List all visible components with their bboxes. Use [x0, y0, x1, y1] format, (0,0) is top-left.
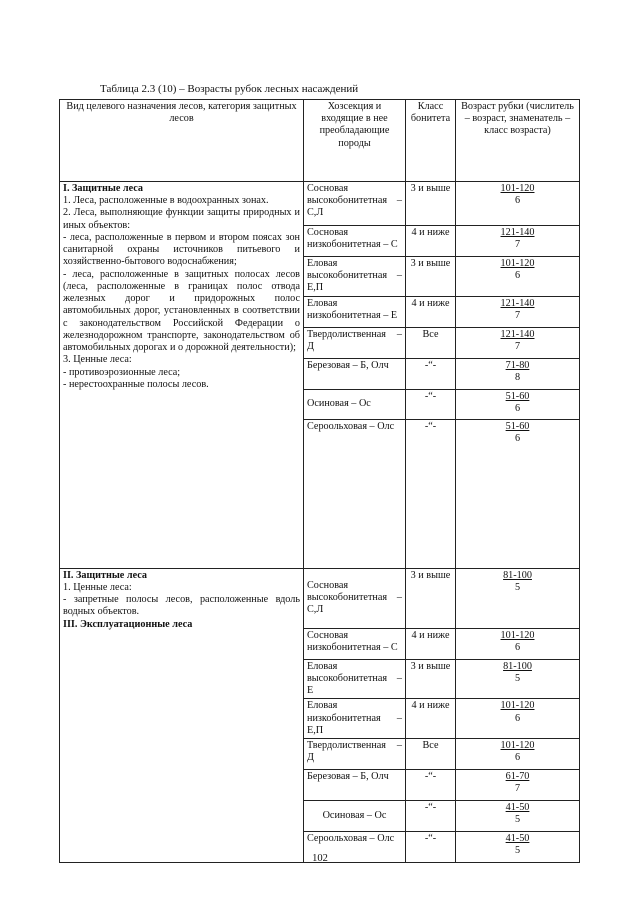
table-caption: Таблица 2.3 (10) – Возрасты рубок лесных насаждений [100, 83, 359, 95]
age-class: 6 [514, 641, 521, 653]
section1-line: - нерестоохранные полосы лесов. [63, 378, 209, 390]
bonitet-cell: 3 и выше [406, 659, 456, 699]
age-cell [456, 327, 580, 358]
bonitet-cell: 3 и выше [406, 568, 456, 628]
age-class: 7 [514, 340, 521, 352]
bonitet-cell: 4 и ниже [406, 699, 456, 739]
species-cell: Еловая высокобонитетная – Е [304, 659, 406, 699]
age-class: 6 [514, 712, 521, 724]
age-cell [456, 568, 580, 628]
age-value: 51-60 [505, 390, 530, 402]
section1-line: 2. Леса, выполняющие функции защиты природных и иных объектов: [63, 207, 300, 231]
section3-title: III. Эксплуатационные леса [63, 618, 193, 630]
age-value: 51-60 [505, 420, 530, 432]
bonitet-cell: 4 и ниже [406, 296, 456, 327]
species-cell: Еловая низкобонитетная – Е [304, 296, 406, 327]
bonitet-cell: 3 и выше [406, 257, 456, 297]
age-value: 101-120 [500, 700, 535, 712]
bonitet-cell: -“- [406, 419, 456, 568]
age-cell [456, 389, 580, 419]
page-number: 102 [312, 853, 328, 864]
age-value: 41-50 [505, 802, 530, 814]
age-value: 121-140 [500, 297, 535, 309]
bonitet-cell: -“- [406, 832, 456, 863]
age-value: 41-50 [505, 833, 530, 845]
age-value: 81-100 [503, 569, 532, 581]
section1-line: 1. Леса, расположенные в водоохранных зонах. [63, 195, 269, 207]
header-bonitet: Класс бонитета [406, 100, 456, 182]
age-cell [456, 296, 580, 327]
age-class: 7 [514, 783, 521, 795]
age-value: 71-80 [505, 359, 530, 371]
species-cell: Твердолиственная – Д [304, 327, 406, 358]
bonitet-cell: -“- [406, 770, 456, 801]
age-class: 6 [514, 752, 521, 764]
section1-line: 3. Ценные леса: [63, 354, 132, 366]
age-class: 5 [514, 814, 521, 826]
age-cell [456, 358, 580, 389]
age-cell [456, 257, 580, 297]
species-cell: Сосновая высокобонитетная – С,Л [304, 568, 406, 628]
species-cell: Сосновая высокобонитетная – С,Л [304, 182, 406, 226]
age-cell [456, 770, 580, 801]
age-value: 61-70 [505, 771, 530, 783]
bonitet-cell: 4 и ниже [406, 628, 456, 659]
section1-title: I. Защитные леса [63, 183, 143, 194]
age-cell [456, 659, 580, 699]
age-class: 7 [514, 309, 521, 321]
age-value: 101-120 [500, 258, 535, 269]
section1-line: - противоэрозионные леса; [63, 366, 181, 378]
bonitet-cell: Все [406, 739, 456, 770]
age-class: 5 [514, 672, 521, 684]
species-cell: Сосновая низкобонитетная – С [304, 226, 406, 257]
age-class: 6 [514, 402, 521, 414]
bonitet-cell: Все [406, 327, 456, 358]
age-cell [456, 419, 580, 568]
section2-line: 1. Ценные леса: [63, 581, 132, 593]
species-cell: Сосновая низкобонитетная – С [304, 628, 406, 659]
species-cell: Березовая – Б, Олч [304, 770, 406, 801]
section2-title: II. Защитные леса [63, 569, 147, 581]
age-value: 81-100 [503, 660, 532, 672]
age-cell [456, 182, 580, 226]
section1-line: - леса, расположенные в первом и втором поясах зон санитарной охраны источников питьевого и хозяйственно-бытового водоснабжения; [63, 231, 300, 268]
bonitet-cell: -“- [406, 801, 456, 832]
age-class: 7 [514, 239, 521, 251]
age-class: 6 [514, 270, 521, 282]
age-value: 101-120 [500, 740, 535, 752]
table-header-row [60, 100, 580, 182]
age-class: 6 [514, 432, 521, 444]
bonitet-cell: -“- [406, 358, 456, 389]
species-cell: Еловая высокобонитетная – Е,П [304, 257, 406, 297]
age-value: 121-140 [500, 328, 535, 340]
table-row [60, 568, 580, 628]
section2-3-description [60, 568, 304, 862]
age-cell [456, 628, 580, 659]
bonitet-cell: 4 и ниже [406, 226, 456, 257]
felling-age-table [59, 99, 580, 863]
header-felling-age: Возраст рубки (числитель – возраст, знаменатель – класс возраста) [456, 100, 580, 182]
species-cell: Сероольховая – Олс [304, 419, 406, 568]
age-value: 101-120 [500, 183, 535, 194]
species-cell: Еловая низкобонитетная – Е,П [304, 699, 406, 739]
age-class: 8 [514, 371, 521, 383]
species-cell: Березовая – Б, Олч [304, 358, 406, 389]
age-class: 5 [514, 845, 521, 857]
age-cell [456, 801, 580, 832]
section1-line: - леса, расположенные в защитных полосах лесов (леса, расположенные в границах полос отвода железных дорог и придорожных полос автомобильных дорог, установленных в соответствии с законодательством Российской Федерации о железнодорожном транспорте, законодательством об автомобильных дорогах и о дорожной деятельности); [63, 268, 300, 354]
age-class: 5 [514, 581, 521, 593]
age-value: 101-120 [500, 629, 535, 641]
header-species: Хозсекция и входящие в нее преобладающие породы [304, 100, 406, 182]
section1-description [60, 182, 304, 569]
header-forest-type: Вид целевого назначения лесов, категория защитных лесов [60, 100, 304, 182]
species-cell: Осиновая – Ос [304, 801, 406, 832]
section2-line: - запретные полосы лесов, расположенные вдоль водных объектов. [63, 594, 300, 618]
age-cell [456, 739, 580, 770]
age-value: 121-140 [500, 227, 535, 238]
age-class: 6 [514, 195, 521, 207]
species-cell: Осиновая – Ос [304, 389, 406, 419]
age-cell [456, 699, 580, 739]
bonitet-cell: 3 и выше [406, 182, 456, 226]
species-cell: Твердолиственная – Д [304, 739, 406, 770]
species-cell: Сероольховая – Олс [304, 832, 406, 863]
table-row [60, 182, 580, 226]
bonitet-cell: -“- [406, 389, 456, 419]
age-cell [456, 226, 580, 257]
